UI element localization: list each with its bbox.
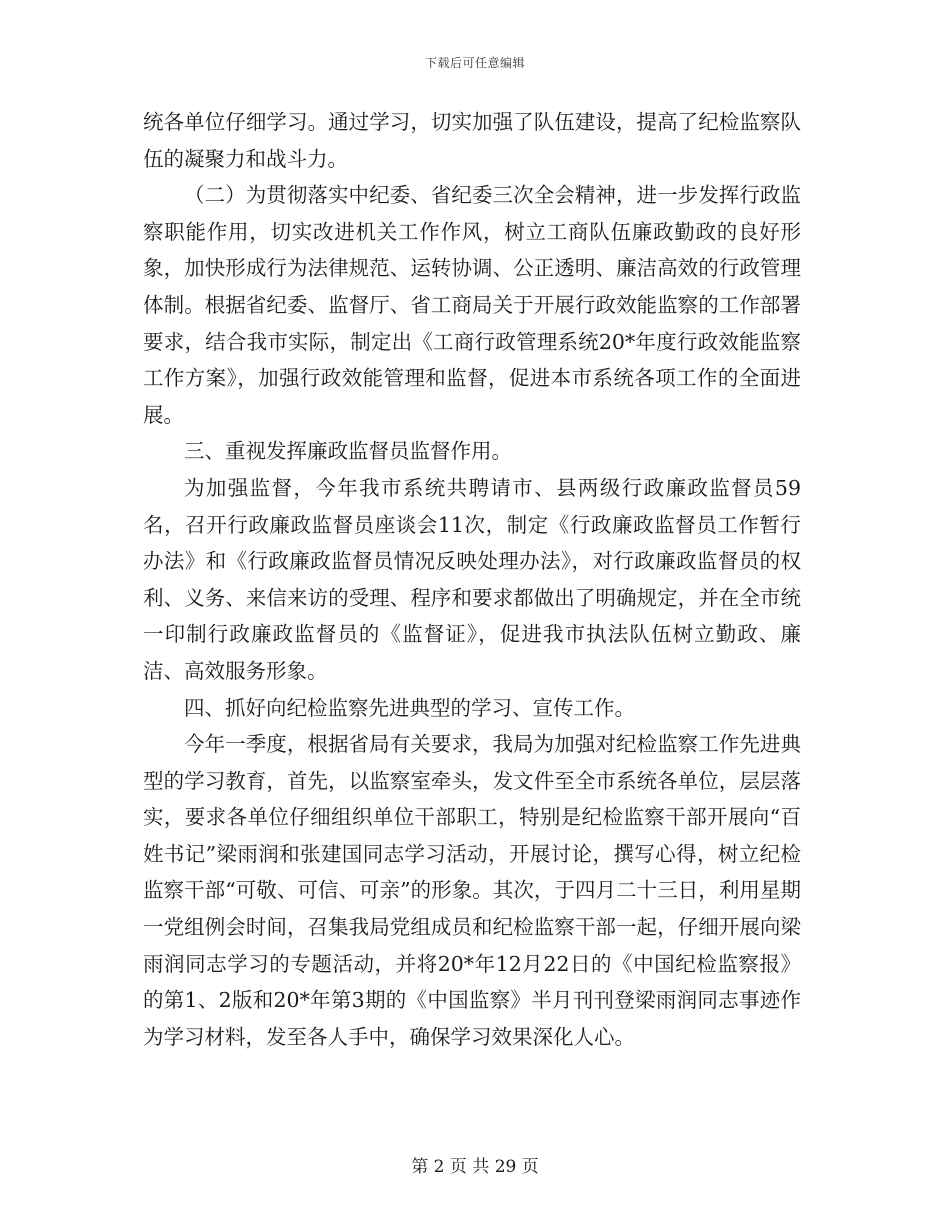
paragraph: 统各单位仔细学习。通过学习，切实加强了队伍建设，提高了纪检监察队伍的凝聚力和战斗力。 [143, 110, 801, 171]
paragraph: （二）为贯彻落实中纪委、省纪委三次全会精神，进一步发挥行政监察职能作用，切实改进机关工作作风，树立工商队伍廉政勤政的良好形象，加快形成行为法律规范、运转协调、公正透明、廉洁高效的行政管理体制。根据省纪委、监督厅、省工商局关于开展行政效能监察的工作部署要求，结合我市实际，制定出《工商行政管理系统20*年度行政效能监察工作方案》，加强行政效能管理和监督，促进本市系统各项工作的全面进展。 [143, 183, 801, 427]
document-body [143, 104, 801, 1055]
current-page-number: 2 [433, 1157, 445, 1177]
page-header: 下载后可任意编辑 [424, 56, 525, 70]
paragraph: 今年一季度，根据省局有关要求，我局为加强对纪检监察工作先进典型的学习教育，首先，以监察室牵头，发文件至全市系统各单位，层层落实，要求各单位仔细组织单位干部职工，特别是纪检监察干部开展向“百姓书记”梁雨润和张建国同志学习活动，开展讨论，撰写心得，树立纪检监察干部“可敬、可信、可亲”的形象。其次，于四月二十三日，利用星期一党组例会时间，召集我局党组成员和纪检监察干部一起，仔细开展向梁雨润同志学习的专题活动，并将20*年12月22日的《中国纪检监察报》的第1、2版和20*年第3期的《中国监察》半月刊刊登梁雨润同志事迹作为学习材料，发至各人手中，确保学习效果深化人心。 [143, 732, 801, 1049]
footer-prefix: 第 [411, 1157, 429, 1177]
footer-middle: 页 共 [449, 1157, 490, 1177]
page-footer [0, 1152, 950, 1177]
paragraph: 为加强监督，今年我市系统共聘请市、县两级行政廉政监督员59名，召开行政廉政监督员座谈会11次，制定《行政廉政监督员工作暂行办法》和《行政廉政监督员情况反映处理办法》，对行政廉政监督员的权利、义务、来信来访的受理、程序和要求都做出了明确规定，并在全市统一印制行政廉政监督员的《监督证》，促进我市执法队伍树立勤政、廉洁、高效服务形象。 [143, 475, 801, 683]
section-heading: 三、重视发挥廉政监督员监督作用。 [184, 439, 512, 464]
footer-suffix: 页 [521, 1157, 539, 1177]
section-heading: 四、抓好向纪检监察先进典型的学习、宣传工作。 [184, 695, 635, 720]
total-page-count: 29 [494, 1157, 517, 1177]
